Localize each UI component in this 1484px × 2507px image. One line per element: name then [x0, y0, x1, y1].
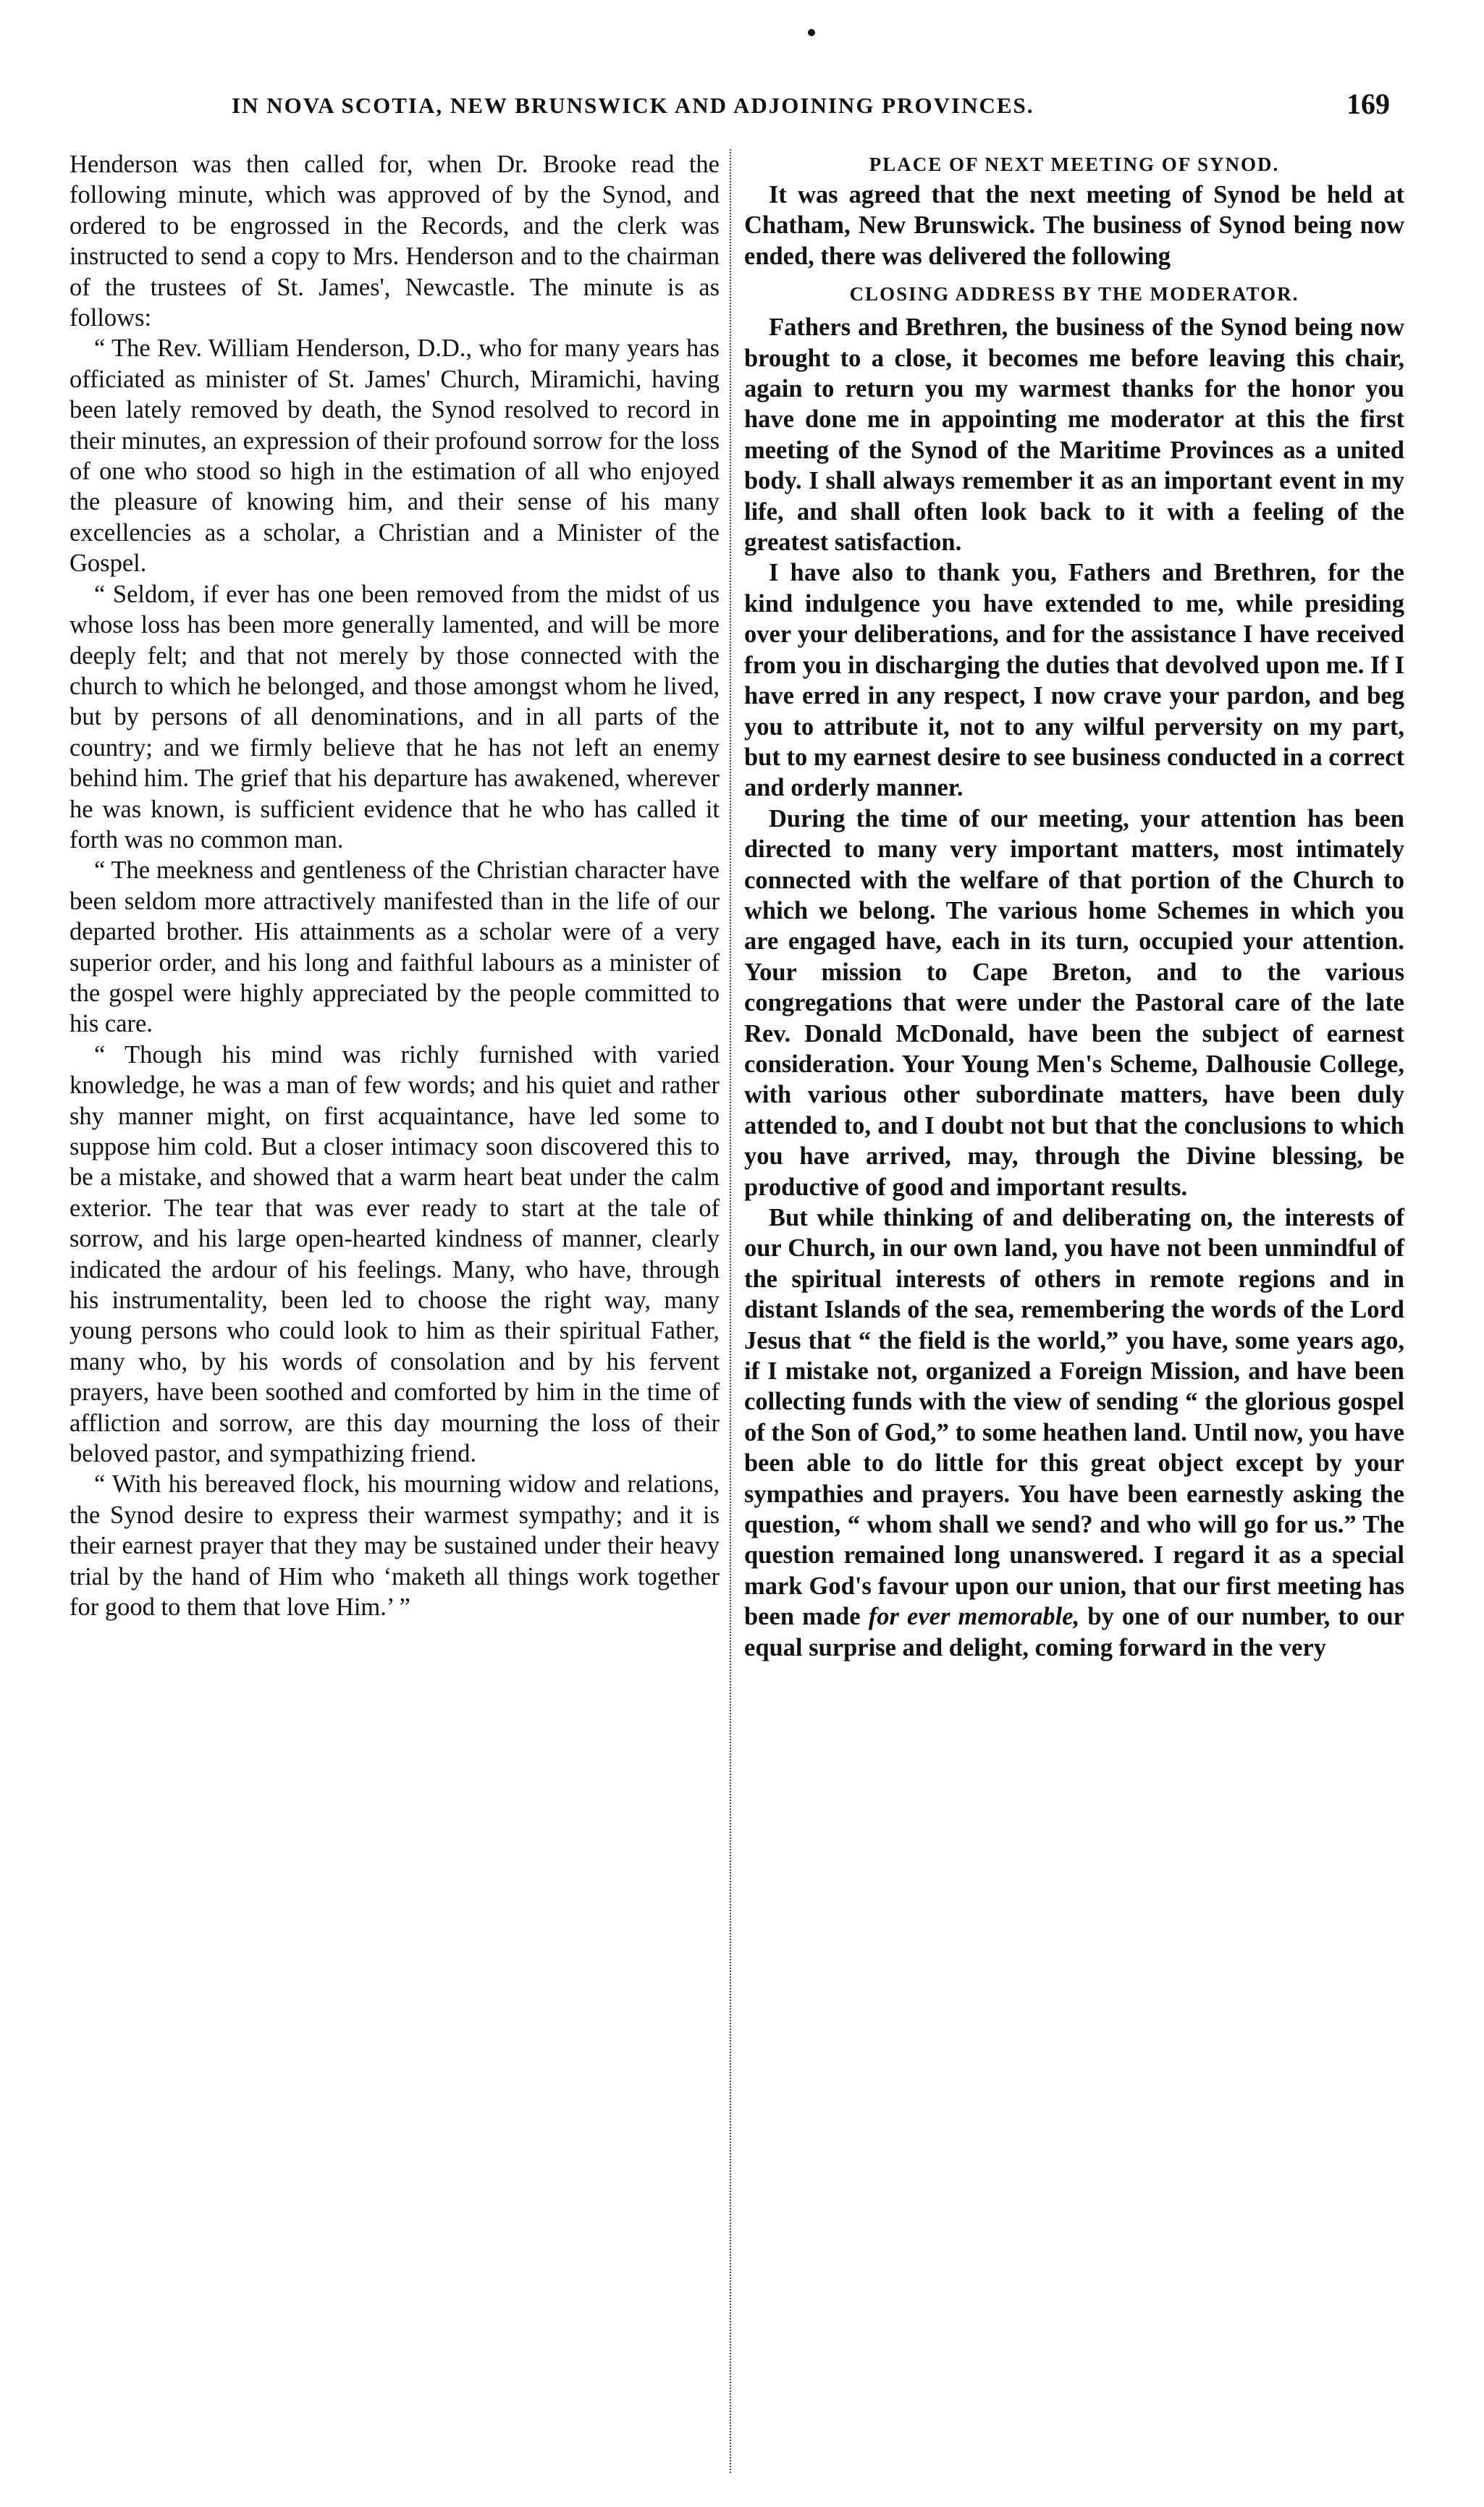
- closing-paragraph-4-text: But while thinking of and deliberating on, the interests of our Church, in our own land, you have not been unmindful of the spiritual interests of others in remote regions and in distant Islands of the sea, remembering the words of the Lord Jesus that “ the field is the world,” you have, some years ago, if I mistake not, organized a Foreign Mission, and have been collecting funds with the view of sending “ the glorious gospel of the Son of God,” to some heathen land. Until now, you have been able to do little for this great object except by your sympathies and prayers. You have been earnestly asking the question, “ whom shall we send? and who will go for us.” The question remained long unanswered. I regard it as a special mark God's favour upon our union, that our first meeting has been made: [744, 1204, 1404, 1631]
- left-paragraph-5: “ Though his mind was richly furnished with varied knowledge, he was a man of few words; and his quiet and rather shy manner might, on first acquaintance, have led some to suppose him cold. But a closer intimacy soon discovered this to be a mistake, and showed that a warm heart beat under the calm exterior. The tear that was ever ready to start at the tale of sorrow, and his large open-hearted kindness of manner, clearly indicated the ardour of his feelings. Many, who have, through his instrumentality, been led to choose the right way, many young persons who could look to him as their spiritual Father, many who, by his words of consolation and by his fervent prayers, have been soothed and comforted by him in the time of affliction and sorrow, are this day mourning the loss of their beloved pastor, and sympathizing friend.: [69, 1040, 720, 1468]
- heading-closing-address: CLOSING ADDRESS BY THE MODERATOR.: [849, 283, 1299, 306]
- closing-paragraph-1: Fathers and Brethren, the business of the Synod being now brought to a close, it becomes me before leaving this chair, again to return you my warmest thanks for the honor you have done me in appointing me moderator at this the first meeting of the Synod of the Maritime Provinces as a united body. I shall always remember it as an important event in my life, and shall often look back to it with a feeling of the greatest satisfaction.: [744, 313, 1404, 557]
- left-column: [69, 149, 720, 1623]
- closing-paragraph-4-emphasis: for ever memorable,: [868, 1603, 1080, 1631]
- closing-paragraph-2: I have also to thank you, Fathers and Brethren, for the kind indulgence you have extended to me, while presiding over your deliberations, and for the assistance I have received from you in discharging the duties that devolved upon me. If I have erred in any respect, I now crave your pardon, and beg you to attribute it, not to any wilful perversity on my part, but to my earnest desire to see business conducted in a correct and orderly manner.: [744, 559, 1404, 802]
- closing-paragraph-4-tail: by one of our number, to our equal surprise and delight, coming forward in the very: [744, 1603, 1404, 1661]
- closing-paragraph-3: During the time of our meeting, your attention has been directed to many very important matters, most intimately connected with the welfare of that portion of the Church to which we belong. The various home Schemes in which you are engaged have, each in its turn, occupied your attention. Your mission to Cape Breton, and to the various congregations that were under the Pastoral care of the late Rev. Donald McDonald, have been the subject of earnest consideration. Your Young Men's Scheme, Dalhousie College, with various other subordinate matters, have been duly attended to, and I doubt not but that the conclusions to which you have arrived, may, through the Divine blessing, be productive of good and important results.: [744, 804, 1404, 1201]
- column-rule: [730, 149, 731, 2473]
- running-head: [232, 88, 1390, 133]
- running-title: IN NOVA SCOTIA, NEW BRUNSWICK AND ADJOINING PROVINCES.: [232, 93, 1034, 118]
- page-number: 169: [1346, 88, 1390, 120]
- next-meeting-paragraph: It was agreed that the next meeting of Synod be held at Chatham, New Brunswick. The business of Synod being now ended, there was delivered the following: [744, 181, 1404, 270]
- right-column: [744, 149, 1404, 1663]
- left-paragraph-1: Henderson was then called for, when Dr. Brooke read the following minute, which was approved of by the Synod, and ordered to be engrossed in the Records, and the clerk was instructed to send a copy to Mrs. Henderson and to the chairman of the trustees of St. James', Newcastle. The minute is as follows:: [69, 151, 720, 332]
- left-paragraph-6: “ With his bereaved flock, his mourning widow and relations, the Synod desire to express their warmest sympathy; and it is their earnest prayer that they may be sustained under their heavy trial by the hand of Him who ‘maketh all things work together for good to them that love Him.’ ”: [69, 1470, 720, 1622]
- left-paragraph-4: “ The meekness and gentleness of the Christian character have been seldom more attractively manifested than in the life of our departed brother. His attainments as a scholar were of a very superior order, and his long and faithful labours as a minister of the gospel were highly appreciated by the people committed to his care.: [69, 856, 720, 1038]
- left-paragraph-2: “ The Rev. William Henderson, D.D., who for many years has officiated as minister of St. James' Church, Miramichi, having been lately removed by death, the Synod resolved to record in their minutes, an expression of their profound sorrow for the loss of one who stood so high in the estimation of all who enjoyed the pleasure of knowing him, and their sense of his many excellencies as a scholar, a Christian and a Minister of the Gospel.: [69, 334, 720, 578]
- top-printer-dot: [808, 29, 815, 36]
- left-paragraph-3: “ Seldom, if ever has one been removed from the midst of us whose loss has been more generally lamented, and will be more deeply felt; and that not merely by those connected with the church to which he belonged, and those amongst whom he lived, but by persons of all denominations, and in all parts of the country; and we firmly believe that he has not left an enemy behind him. The grief that his departure has awakened, wherever he was known, is sufficient evidence that he who has called it forth was no common man.: [69, 580, 720, 854]
- closing-paragraph-4: [744, 1202, 1404, 1663]
- heading-next-meeting: PLACE OF NEXT MEETING OF SYNOD.: [869, 153, 1280, 175]
